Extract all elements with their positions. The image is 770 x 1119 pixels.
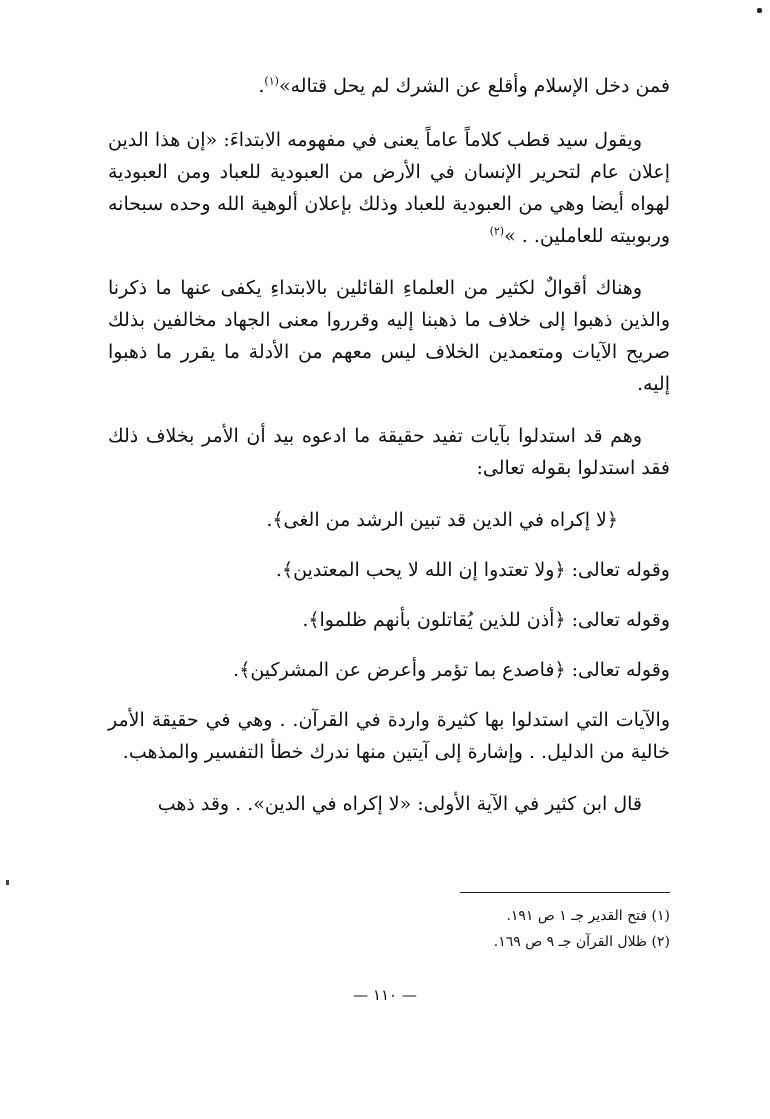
paragraph-1: فمن دخل الإسلام وأقلع عن الشرك لم يحل قتاله»$^{(١)}$. — [258, 74, 670, 97]
paragraph-5: والآيات التي استدلوا بها كثيرة واردة في القرآن. . وهي في حقيقة الأمر خالية من الدليل. . وإشارة إلى آيتين منها ندرك خطأ التفسير والمذهب. — [108, 709, 670, 763]
paragraph-2-text: ويقول سيد قطب كلاماً عاماً يعنى في مفهومه الابتداءَ: «إن هذا الدين إعلان عام لتحرير الإنسان في الأرض من العبودية للعباد ومن العبودية لهواه أيضا وهي من العبودية للعباد وذلك بإعلان ألوهية الله وحده سبحانه وربوبيته للعاملين. . » — [108, 129, 670, 247]
verse-quote-2: وقوله تعالى: ﴿ولا تعتدوا إن الله لا يحب المعتدين﴾. — [275, 559, 670, 581]
verse-quote-3: وقوله تعالى: ﴿أذن للذين يُقاتلون بأنهم ظلموا﴾. — [302, 609, 670, 631]
paragraph-3: وهناك أقوالٌ لكثير من العلماءِ القائلين بالابتداءِ يكفى عنها ما ذكرنا والذين ذهبوا إلى خلاف ما ذهبنا إليه وقرروا معنى الجهاد مخالفين بذلك صريح الآيات ومتعمدين الخلاف ليس معهم من الأدلة ما يقرر ما ذهبوا إليه. — [108, 277, 670, 395]
footnotes-section — [108, 892, 670, 955]
paragraph-4: وهم قد استدلوا بآيات تفيد حقيقة ما ادعوه بيد أن الأمر بخلاف ذلك فقد استدلوا بقوله تعالى: — [108, 425, 670, 479]
scan-speck — [757, 8, 762, 13]
paragraph-6: قال ابن كثير في الآية الأولى: «لا إكراه في الدين». . وقد ذهب — [157, 793, 642, 815]
scan-edge-mark — [6, 880, 9, 885]
verse-quote-4: وقوله تعالى: ﴿فاصدع بما تؤمر وأعرض عن المشركين﴾. — [233, 659, 670, 681]
footnote-divider — [460, 892, 670, 893]
paragraph-1-text: فمن دخل الإسلام وأقلع عن الشرك لم يحل قتاله» — [278, 75, 670, 97]
verse-quote-1: ﴿لا إكراه في الدين قد تبين الرشد من الغى﴾. — [266, 509, 618, 531]
footnote-ref-1: (١) — [264, 74, 279, 88]
footnote-2: (٢) ظلال القرآن جـ ٩ ص ١٦٩. — [493, 934, 670, 950]
page-body — [108, 70, 670, 840]
footnote-1: (١) فتح القدير جـ ١ ص ١٩١. — [506, 908, 670, 924]
footnote-ref-2: (٢) — [489, 224, 505, 238]
page-number: — ١١٠ — — [353, 986, 417, 1004]
paragraph-2 — [108, 124, 670, 252]
